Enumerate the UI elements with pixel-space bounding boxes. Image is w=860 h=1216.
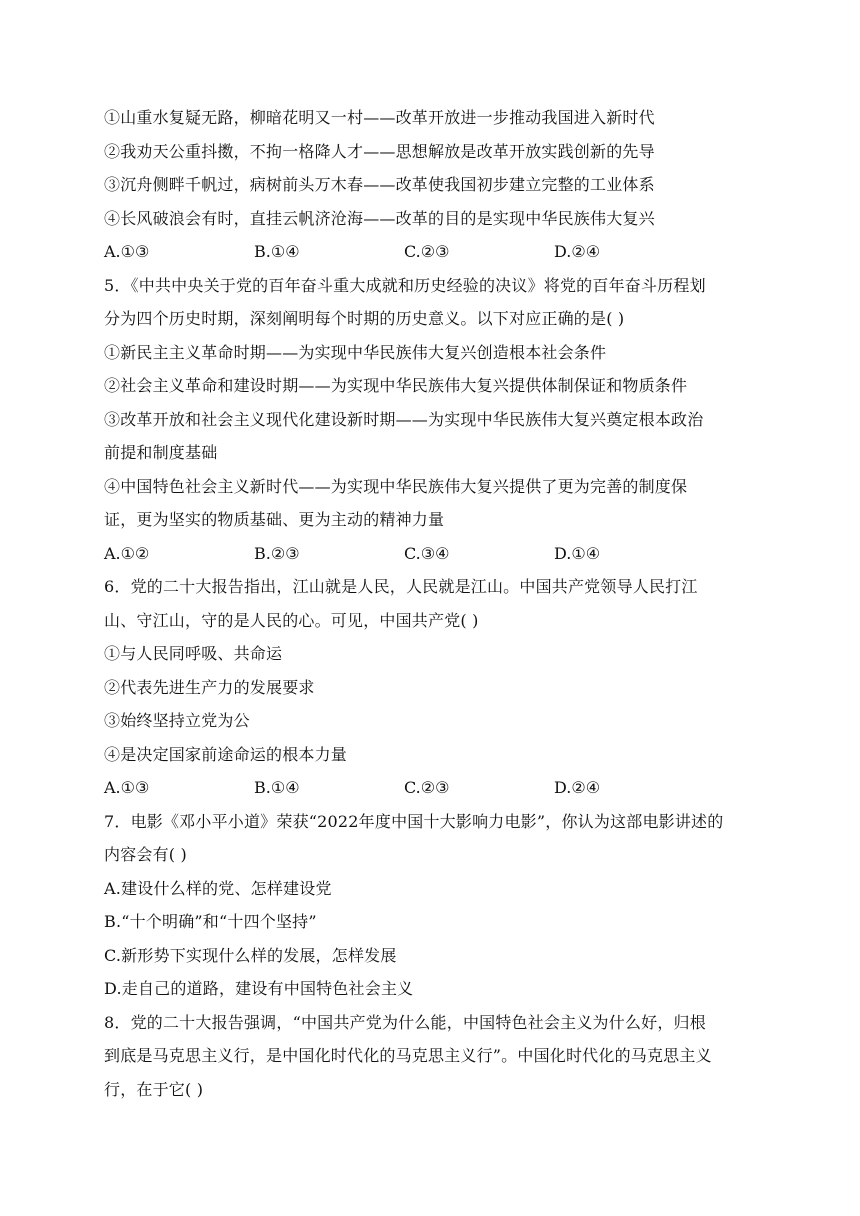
q5-item-line-4: 前提和制度基础 <box>104 443 218 462</box>
question-7 <box>104 805 764 1006</box>
q4-choice-d[interactable]: D.②④ <box>554 242 601 261</box>
q6-choice-b[interactable]: B.①④ <box>254 778 300 797</box>
question-4 <box>104 101 764 269</box>
q6-item-2: ②代表先进生产力的发展要求 <box>104 677 315 697</box>
q6-choice-a[interactable]: A.①③ <box>104 778 150 797</box>
q4-choice-b[interactable]: B.①④ <box>254 242 300 261</box>
q6-item-4: ④是决定国家前途命运的根本力量 <box>104 744 348 764</box>
q7-option-d[interactable]: D.走自己的道路，建设有中国特色社会主义 <box>104 979 414 998</box>
q6-choice-c[interactable]: C.②③ <box>404 778 450 797</box>
question-5 <box>104 269 764 571</box>
q6-item-3: ③始终坚持立党为公 <box>104 711 250 730</box>
q7-stem-line-2: 内容会有( ) <box>104 845 187 864</box>
q5-stem-line-2: 分为四个历史时期，深刻阐明每个时期的历史意义。以下对应正确的是( ) <box>104 309 625 328</box>
q8-stem-line-1: 8．党的二十大报告强调，“中国共产党为什么能，中国特色社会主义为什么好，归根 <box>104 1012 706 1032</box>
q4-choices <box>104 235 764 269</box>
q6-choices <box>104 771 764 805</box>
q4-item-4: ④长风破浪会有时，直挂云帆济沧海——改革的目的是实现中华民族伟大复兴 <box>104 208 655 228</box>
question-6 <box>104 570 764 805</box>
q5-choice-b[interactable]: B.②③ <box>254 543 300 563</box>
q5-choice-c[interactable]: C.③④ <box>404 543 450 563</box>
q7-option-c[interactable]: C.新形势下实现什么样的发展，怎样发展 <box>104 945 397 965</box>
q5-item-line-5: ④中国特色社会主义新时代——为实现中华民族伟大复兴提供了更为完善的制度保 <box>104 476 688 496</box>
q4-choice-c[interactable]: C.②③ <box>404 242 450 261</box>
q8-stem-line-2: 到底是马克思主义行，是中国化时代化的马克思主义行”。中国化时代化的马克思主义 <box>104 1046 712 1065</box>
q6-choice-d[interactable]: D.②④ <box>554 778 601 797</box>
q6-stem-line-2: 山、守江山，守的是人民的心。可见，中国共产党( ) <box>104 610 479 630</box>
q6-stem-line-1: 6．党的二十大报告指出，江山就是人民，人民就是江山。中国共产党领导人民打江 <box>104 577 698 596</box>
q5-choice-a[interactable]: A.①② <box>104 543 150 563</box>
exam-page <box>104 101 764 1106</box>
q7-option-b[interactable]: B.“十个明确”和“十四个坚持” <box>104 912 317 931</box>
q6-item-1: ①与人民同呼吸、共命运 <box>104 644 283 663</box>
q7-option-a[interactable]: A.建设什么样的党、怎样建设党 <box>104 878 332 898</box>
q4-item-1: ①山重水复疑无路，柳暗花明又一村——改革开放进一步推动我国进入新时代 <box>104 108 655 127</box>
q5-item-line-3: ③改革开放和社会主义现代化建设新时期——为实现中华民族伟大复兴奠定根本政治 <box>104 409 704 429</box>
q5-item-line-2: ②社会主义革命和建设时期——为实现中华民族伟大复兴提供体制保证和物质条件 <box>104 376 688 395</box>
q8-stem-line-3: 行，在于它( ) <box>104 1079 204 1099</box>
q4-choice-a[interactable]: A.①③ <box>104 242 150 261</box>
q5-item-line-6: 证，更为坚实的物质基础、更为主动的精神力量 <box>104 510 445 529</box>
q4-item-3: ③沉舟侧畔千帆过，病树前头万木春——改革使我国初步建立完整的工业体系 <box>104 175 655 194</box>
q5-choice-d[interactable]: D.①④ <box>554 543 601 563</box>
q7-stem-line-1: 7．电影《邓小平小道》荣获“2022年度中国十大影响力电影”，你认为这部电影讲述的 <box>104 811 724 831</box>
q5-item-line-1: ①新民主主义革命时期——为实现中华民族伟大复兴创造根本社会条件 <box>104 342 607 362</box>
q4-item-2: ②我劝天公重抖擞，不拘一格降人才——思想解放是改革开放实践创新的先导 <box>104 141 655 161</box>
q5-choices <box>104 537 764 571</box>
q5-stem-line-1: 5．《中共中央关于党的百年奋斗重大成就和历史经验的决议》将党的百年奋斗历程划 <box>104 275 706 295</box>
question-8 <box>104 1006 764 1107</box>
